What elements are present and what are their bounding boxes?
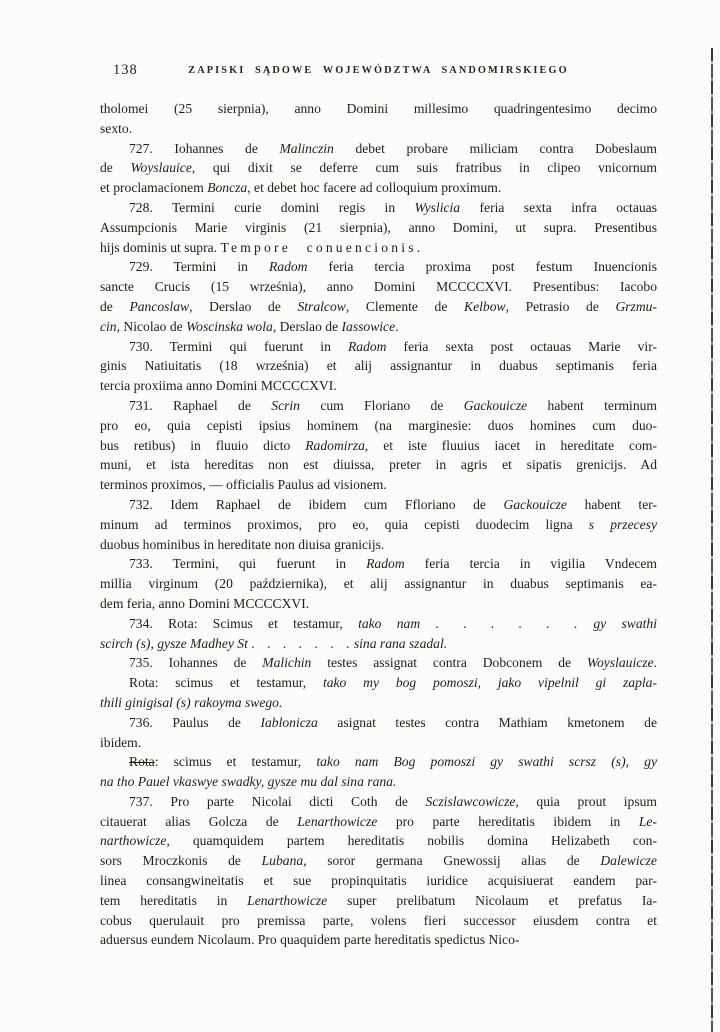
text-line xyxy=(100,158,657,178)
text-run: 728. Termini curie domini regis in xyxy=(129,199,415,215)
text-line xyxy=(100,475,657,495)
text-line xyxy=(100,376,657,396)
text-line xyxy=(100,693,657,713)
rota-736 xyxy=(100,752,657,792)
italic-text: Radom xyxy=(268,259,308,275)
text-line xyxy=(100,277,657,297)
text-run: Rota xyxy=(129,754,155,770)
text-line xyxy=(100,515,657,535)
italic-text: Scrin xyxy=(271,397,300,413)
text-line xyxy=(100,713,657,733)
text-run: , et iste fluuius iacet in hereditate com- xyxy=(364,437,657,453)
text-run: debet probare miliciam contra Dobeslaum xyxy=(333,140,657,156)
italic-text: Wyslicia xyxy=(414,199,461,215)
italic-text: Stralcow xyxy=(297,298,346,314)
italic-text: Sczislawcowicze xyxy=(425,793,516,809)
text-run: super prelibatum Nicolaum et prefatus Ia- xyxy=(327,892,657,908)
text-run: , Derslao de xyxy=(189,298,298,314)
text-run: minum ad terminos proximos, pro eo, quia cepisti duodecim ligna xyxy=(100,516,589,532)
italic-text: Iablonicza xyxy=(260,714,318,730)
text-line xyxy=(100,574,657,594)
text-run: feria tercia proxima post festum Inuencionis xyxy=(307,259,657,275)
italic-text: cin xyxy=(100,318,117,334)
italic-text: Boncza xyxy=(207,180,248,196)
entry-729 xyxy=(100,257,657,336)
text-line xyxy=(100,812,657,832)
entry-728 xyxy=(100,198,657,257)
text-run: millia virginum (20 października), et alij assignantur in duabus septimanis ea- xyxy=(100,576,657,592)
italic-text: Lubana xyxy=(261,853,304,869)
italic-text: Woscinska wola xyxy=(186,318,273,334)
text-line xyxy=(100,891,657,911)
italic-text: Malinczin xyxy=(279,140,334,156)
text-line xyxy=(100,851,657,871)
text-run: de xyxy=(100,160,131,176)
text-run: 729. Termini in xyxy=(129,259,269,275)
text-run: sexto. xyxy=(100,120,133,136)
text-run: 733. Termini, qui fuerunt in xyxy=(129,556,367,572)
text-line xyxy=(100,733,657,753)
text-line xyxy=(100,455,657,475)
page-number: 138 xyxy=(113,62,138,78)
text-run: et proclamacionem xyxy=(100,180,208,196)
text-run: 732. Idem Raphael de ibidem cum Ffloriano de xyxy=(129,496,504,512)
text-line xyxy=(100,139,657,159)
text-run: , et debet hoc facere ad colloquium proximum. xyxy=(247,180,502,196)
text-run: testes assignat contra Dobconem de xyxy=(311,655,587,671)
italic-text: narthowicze xyxy=(100,833,167,849)
italic-text: Lenarthowicze xyxy=(247,892,328,908)
italic-text: Radom xyxy=(366,556,405,572)
text-line xyxy=(100,238,657,258)
italic-text: na tho Pauel vkaswye swadky, gysze mu dal sina rana. xyxy=(100,774,397,790)
text-run: citauerat alias Golcza de xyxy=(100,813,298,829)
text-line xyxy=(100,871,657,891)
text-line xyxy=(100,911,657,931)
text-run: . xyxy=(653,655,657,671)
text-run: , quamquidem partem hereditatis nobilis domina Helizabeth con- xyxy=(166,833,657,849)
text-line xyxy=(100,337,657,357)
text-line xyxy=(100,218,657,238)
text-line xyxy=(100,614,657,634)
entry-737 xyxy=(100,792,657,950)
text-run: 734. Rota: Scimus et testamur, xyxy=(129,615,359,631)
text-run: 735. Iohannes de xyxy=(129,655,263,671)
text-line xyxy=(100,99,657,119)
italic-text: Kelbow xyxy=(464,298,506,314)
entry-735 xyxy=(100,653,657,673)
text-run: tem hereditatis in xyxy=(100,892,248,908)
text-run: sors Mroczkonis de xyxy=(100,853,262,869)
text-run: ginis Natiuitatis (18 września) et alij assignantur in duabus septimanis feria xyxy=(100,358,657,374)
text-run: habent terminum xyxy=(527,397,657,413)
text-line xyxy=(100,535,657,555)
text-line xyxy=(100,554,657,574)
italic-text: Grzmu- xyxy=(615,298,657,314)
text-run: aduersus eundem Nicolaum. Pro quaquidem parte hereditatis spedictus Nico- xyxy=(100,932,520,948)
text-run: , qui dixit se deferre cum suis fratribus in clipeo vnicornum xyxy=(191,160,657,176)
text-line xyxy=(100,792,657,812)
italic-text: sina rana szadal. xyxy=(350,635,448,651)
italic-text: Gackouicze xyxy=(463,397,528,413)
text-line xyxy=(100,831,657,851)
text-line xyxy=(100,119,657,139)
text-run: feria sexta post octauas Marie vir- xyxy=(386,338,657,354)
text-run: , Nicolao de xyxy=(116,318,187,334)
text-line xyxy=(100,198,657,218)
italic-text: Le- xyxy=(638,813,657,829)
text-run: habent ter- xyxy=(566,496,658,512)
text-run: ibidem. xyxy=(100,734,142,750)
text-run: . xyxy=(395,318,399,334)
text-run: sancte Crucis (15 września), anno Domini MCCCCXVI. Presentibus: Iacobo xyxy=(100,279,657,295)
text-line xyxy=(100,436,657,456)
text-line xyxy=(100,930,657,950)
text-run: 730. Termini qui fuerunt in xyxy=(129,338,348,354)
text-run: tercia proxiima anno Domini MCCCCXVI. xyxy=(100,378,337,394)
text-run: bus retibus) in fluuio dicto xyxy=(100,437,306,453)
text-body xyxy=(100,99,657,950)
text-line xyxy=(100,772,657,792)
text-line xyxy=(100,673,657,693)
entry-731 xyxy=(100,396,657,495)
italic-text: Pancoslaw xyxy=(129,298,190,314)
text-line xyxy=(100,752,657,772)
italic-text: tako nam Bog pomoszi gy swathi scrsz (s), gy xyxy=(316,754,657,770)
text-run: Tempore conuencionis. xyxy=(220,239,424,255)
text-run: cobus querulauit pro premissa parte, volens fieri successor eiusdem contra et xyxy=(100,912,657,928)
text-run: , Petrasio de xyxy=(505,298,616,314)
ellipsis-dots: . . . . . . xyxy=(435,615,579,631)
entry-734 xyxy=(100,614,657,654)
italic-text: Radom xyxy=(347,338,387,354)
entry-732 xyxy=(100,495,657,554)
text-line xyxy=(100,653,657,673)
italic-text: scirch (s), gysze Madhey St xyxy=(100,635,252,651)
entry-733 xyxy=(100,554,657,613)
text-run: duobus hominibus in hereditate non diuisa granicijs. xyxy=(100,536,385,552)
text-line xyxy=(100,178,657,198)
text-run: 736. Paulus de xyxy=(129,714,261,730)
italic-text: Radomirza xyxy=(305,437,365,453)
text-run: terminos proximos, — officialis Paulus ad visionem. xyxy=(100,477,387,493)
running-header xyxy=(100,62,657,80)
text-run: 731. Raphael de xyxy=(129,397,272,413)
text-run: dem feria, anno Domini MCCCCXVI. xyxy=(100,595,310,611)
italic-text: gy swathi xyxy=(578,615,657,631)
text-run: , Clemente de xyxy=(345,298,465,314)
text-line xyxy=(100,495,657,515)
entry-736 xyxy=(100,713,657,753)
italic-text: Woyslauice xyxy=(130,160,192,176)
text-run: feria tercia in vigilia Vndecem xyxy=(404,556,657,572)
scan-artifact-line xyxy=(711,48,713,1032)
italic-text: Malichin xyxy=(262,655,312,671)
text-run: 727. Iohannes de xyxy=(129,140,280,156)
text-line xyxy=(100,297,657,317)
entry-727 xyxy=(100,139,657,198)
running-title: ZAPISKI SĄDOWE WOJEWÓDZTWA SANDOMIRSKIEGO xyxy=(188,65,569,76)
text-run: , Derslao de xyxy=(272,318,342,334)
italic-text: Dalewicze xyxy=(600,853,657,869)
rota-735 xyxy=(100,673,657,713)
italic-text: Woyslauicze xyxy=(586,655,654,671)
text-line xyxy=(100,634,657,654)
italic-text: tako nam xyxy=(358,615,436,631)
text-run: : scimus et testamur, xyxy=(154,754,317,770)
text-line xyxy=(100,317,657,337)
text-run: de xyxy=(100,298,130,314)
text-line xyxy=(100,416,657,436)
italic-text: thili ginigisal (s) rakoyma swego. xyxy=(100,694,283,710)
text-run: cum Floriano de xyxy=(299,397,464,413)
italic-text: Gackouicze xyxy=(503,496,567,512)
entry-726-continuation xyxy=(100,99,657,139)
text-run: tholomei (25 sierpnia), anno Domini millesimo quadringentesimo decimo xyxy=(100,101,657,116)
text-run: linea consangwineitatis et sue propinquitatis iuridice acquisiuerat eandem par- xyxy=(100,873,657,889)
text-run: muni, et ista hereditas non est diuissa, preter in agris et sipatis grenicijs. Ad xyxy=(100,457,657,473)
ellipsis-dots: . . . . . . . xyxy=(251,635,351,651)
text-run: , soror germana Gnewossij alias de xyxy=(303,853,601,869)
text-run: Rota: scimus et testamur, xyxy=(129,675,323,691)
text-line xyxy=(100,257,657,277)
text-run: asignat testes contra Mathiam kmetonem de xyxy=(317,714,657,730)
text-line xyxy=(100,356,657,376)
italic-text: tako my bog pomoszi, jako vipelnil gi zapla- xyxy=(322,675,657,691)
italic-text: Lenarthowicze xyxy=(297,813,378,829)
italic-text: Iassowice xyxy=(341,318,396,334)
text-line xyxy=(100,396,657,416)
italic-text: s przecesy xyxy=(588,516,657,532)
text-run: , quia prout ipsum xyxy=(515,793,657,809)
text-run: feria sexta infra octauas xyxy=(460,199,657,215)
text-run: pro eo, quia cepisti ipsius hominem (na marginesie: duos homines cum duo- xyxy=(100,417,657,433)
text-line xyxy=(100,594,657,614)
text-run: 737. Pro parte Nicolai dicti Coth de xyxy=(129,793,426,809)
entry-730 xyxy=(100,337,657,396)
text-run: hijs dominis ut supra. xyxy=(100,239,221,255)
text-run: Assumpcionis Marie virginis (21 sierpnia), anno Domini, ut supra. Presentibus xyxy=(100,219,657,235)
text-run: pro parte hereditatis ibidem in xyxy=(377,813,639,829)
